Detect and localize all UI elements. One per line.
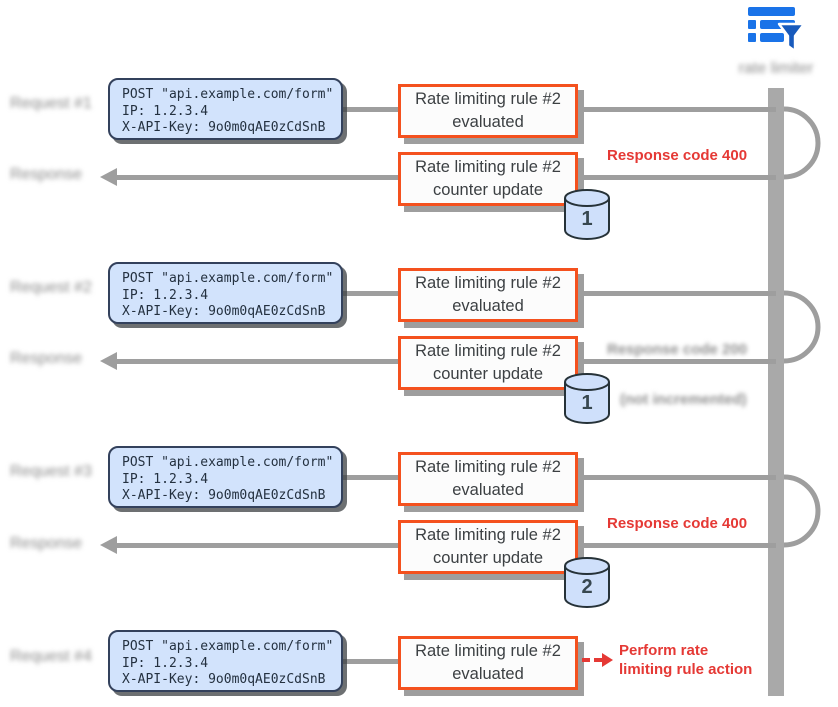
counter-update-box-2	[398, 336, 578, 390]
action-arrowhead	[602, 653, 613, 667]
request-2-apikey: X-API-Key: 9o0m0qAE0zCdSnB	[122, 304, 326, 319]
counter-update-box-1-line1: Rate limiting rule #2	[415, 158, 561, 176]
request-2-method: POST "api.example.com/form"	[122, 271, 334, 286]
counter-db-2	[562, 372, 612, 424]
counter-update-box-3-line2: counter update	[432, 549, 544, 567]
action-note-line1: Perform rate	[619, 642, 709, 659]
request-1-ip: IP: 1.2.3.4	[122, 103, 209, 119]
rule-evaluated-box-3	[398, 452, 578, 506]
response-2-label: Response	[10, 350, 83, 367]
rule-evaluated-box-2	[398, 268, 578, 322]
request-3-apikey: X-API-Key: 9o0m0qAE0zCdSnB	[122, 488, 326, 503]
request-3-method: POST "api.example.com/form"	[122, 455, 334, 470]
request-4-apikey: X-API-Key: 9o0m0qAE0zCdSnB	[122, 672, 326, 687]
request-3-label: Request #3	[10, 463, 92, 480]
rule-evaluated-box-4-line1: Rate limiting rule #2	[415, 642, 561, 660]
request-4-label: Request #4	[10, 648, 92, 665]
counter-update-box-1	[398, 152, 578, 206]
counter-db-2-value: 1	[581, 392, 593, 414]
request-3-box	[108, 446, 343, 508]
action-note	[619, 641, 752, 679]
request-4-ip: IP: 1.2.3.4	[122, 655, 209, 671]
counter-db-3	[562, 556, 612, 608]
counter-db-2-note: (not incremented)	[620, 391, 747, 408]
rule-evaluated-box-3-line2: evaluated	[452, 481, 524, 499]
action-note-line2: limiting rule action	[619, 661, 753, 678]
rule-evaluated-box-2-line1: Rate limiting rule #2	[415, 274, 561, 292]
response-3-arrowhead	[100, 536, 117, 554]
rule-evaluated-box-3-line1: Rate limiting rule #2	[415, 458, 561, 476]
rule-evaluated-box-4	[398, 636, 578, 690]
icon-caption: rate limiter	[738, 60, 814, 77]
request-4-box	[108, 630, 343, 692]
counter-db-1-value: 1	[581, 208, 593, 230]
counter-update-box-3	[398, 520, 578, 574]
rule-evaluated-box-4-line2: evaluated	[452, 665, 524, 683]
request-4-method: POST "api.example.com/form"	[122, 639, 334, 654]
response-3-note: Response code 400	[607, 515, 748, 532]
rule-evaluated-box-1-line1: Rate limiting rule #2	[415, 90, 561, 108]
rate-limiter-icon	[742, 3, 806, 62]
request-2-box	[108, 262, 343, 324]
request-1-label: Request #1	[10, 95, 92, 112]
response-1-label: Response	[10, 166, 83, 183]
action-dashed-arrow	[582, 658, 602, 662]
counter-update-box-2-line1: Rate limiting rule #2	[415, 342, 561, 360]
response-2-note: Response code 200	[607, 341, 748, 358]
request-1-method: POST "api.example.com/form"	[122, 87, 334, 102]
counter-update-box-2-line2: counter update	[432, 365, 544, 383]
rule-evaluated-box-1-line2: evaluated	[452, 113, 524, 131]
rule-evaluated-box-1	[398, 84, 578, 138]
request-2-ip: IP: 1.2.3.4	[122, 287, 209, 303]
counter-update-box-1-line2: counter update	[432, 181, 544, 199]
request-2-label: Request #2	[10, 279, 92, 296]
response-1-note: Response code 400	[607, 147, 748, 164]
response-3-label: Response	[10, 535, 83, 552]
request-1-apikey: X-API-Key: 9o0m0qAE0zCdSnB	[122, 120, 326, 135]
counter-db-3-value: 2	[581, 576, 593, 598]
response-1-arrowhead	[100, 168, 117, 186]
rule-evaluated-box-2-line2: evaluated	[452, 297, 524, 315]
request-3-ip: IP: 1.2.3.4	[122, 471, 209, 487]
counter-update-box-3-line1: Rate limiting rule #2	[415, 526, 561, 544]
request-4-line	[343, 659, 400, 664]
counter-db-1	[562, 188, 612, 240]
response-2-arrowhead	[100, 352, 117, 370]
request-1-box	[108, 78, 343, 140]
